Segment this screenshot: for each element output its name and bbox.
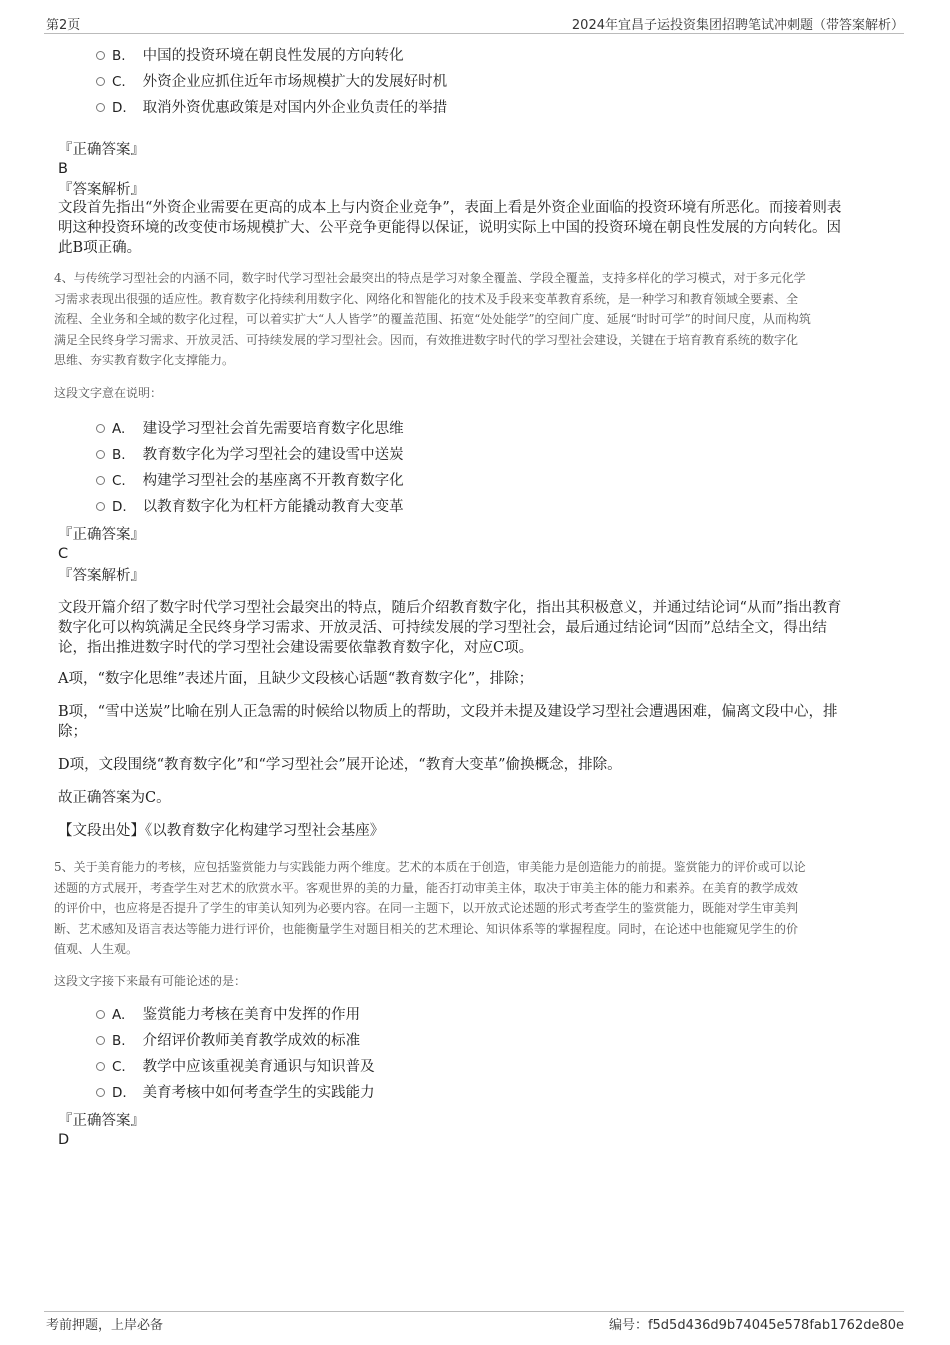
page-number: 第2页 xyxy=(46,18,81,33)
source-citation: 【文段出处】《以教育数字化构建学习型社会基座》 xyxy=(58,823,385,839)
document-code: 编号：f5d5d436d9b74045e578fab1762de80e xyxy=(608,1318,904,1333)
answer-value: D xyxy=(58,1132,70,1148)
radio-icon[interactable] xyxy=(96,424,105,433)
option-radio[interactable]: A. 建设学习型社会首先需要培育数字化思维 xyxy=(96,418,404,440)
option-radio[interactable]: D. 美育考核中如何考查学生的实践能力 xyxy=(96,1082,375,1104)
analysis-note-a: A项，“数字化思维”表述片面，且缺少文段核心话题“教育数字化”，排除； xyxy=(58,671,534,687)
option-radio[interactable]: B. 中国的投资环境在朝良性发展的方向转化 xyxy=(96,45,404,67)
option-radio[interactable]: B. 介绍评价教师美育教学成效的标准 xyxy=(96,1030,360,1052)
answer-heading: 『正确答案』 xyxy=(58,527,145,543)
radio-icon[interactable] xyxy=(96,450,105,459)
analysis-heading: 『答案解析』 xyxy=(58,568,145,584)
header-divider xyxy=(44,33,904,34)
answer-value: C xyxy=(58,546,69,562)
radio-icon[interactable] xyxy=(96,1036,105,1045)
radio-icon[interactable] xyxy=(96,476,105,485)
answer-heading: 『正确答案』 xyxy=(58,142,145,158)
radio-icon[interactable] xyxy=(96,103,105,112)
option-radio[interactable]: C. 构建学习型社会的基座离不开教育数字化 xyxy=(96,470,404,492)
question-stem: 5、关于美育能力的考核，应包括鉴赏能力与实践能力两个维度。艺术的本质在于创造，审美能力是创造能力的前提。鉴赏能力的评价或可以论 述题的方式展开，考查学生对艺术的欣赏水平。客观世界的美的力量，能否打动审美主体，取决于审美主体的能力和素养。在美育的教学成效 的评价中，也应将是否提升了学生的审美认知列为必要内容。在同一主题下，以开放式论述题的形式考查学生的鉴赏能力，既能对学生审美判 断、艺术感知及语言表达等能力进行评价，也能衡量学生对题目相关的艺术理论、知识体系等的掌握程度。同时，在论述中也能窥见学生的价 值观、人生观。 xyxy=(54,860,806,956)
analysis-heading: 『答案解析』 xyxy=(58,182,145,198)
option-radio[interactable]: D. 取消外资优惠政策是对国内外企业负责任的举措 xyxy=(96,97,447,119)
question-prompt: 这段文字意在说明： xyxy=(54,386,163,400)
radio-icon[interactable] xyxy=(96,77,105,86)
radio-icon[interactable] xyxy=(96,502,105,511)
radio-icon[interactable] xyxy=(96,1088,105,1097)
question-stem: 4、与传统学习型社会的内涵不同，数字时代学习型社会最突出的特点是学习对象全覆盖、学段全覆盖，支持多样化的学习模式，对于多元化学 习需求表现出很强的适应性。教育数字化持续利用数字化、网络化和智能化的技术及手段来变革教育系统，是一种学习和教育领域全要素、全 流程、全业务和全域的数字化过程，可以着实扩大“人人皆学”的覆盖范围、拓宽“处处能学”的空间广度、延展“时时可学”的时间尺度，从而构筑 满足全民终身学习需求、开放灵活、可持续发展的学习型社会。因而，有效推进数字时代的学习型社会建设，关键在于培育教育系统的数字化 思维、夯实教育数字化支撑能力。 xyxy=(54,271,811,367)
option-radio[interactable]: C. 教学中应该重视美育通识与知识普及 xyxy=(96,1056,375,1078)
analysis-note-b: B项，“雪中送炭”比喻在别人正急需的时候给以物质上的帮助，文段并未提及建设学习型社会遭遇困难，偏离文段中心，排 除； xyxy=(58,704,838,740)
option-radio[interactable]: D. 以教育数字化为杠杆方能撬动教育大变革 xyxy=(96,496,404,518)
question-prompt: 这段文字接下来最有可能论述的是： xyxy=(54,974,247,988)
footer-divider xyxy=(44,1311,904,1312)
document-title: 2024年宜昌子运投资集团招聘笔试冲刺题（带答案解析） xyxy=(571,18,904,33)
radio-icon[interactable] xyxy=(96,51,105,60)
analysis-text: 文段开篇介绍了数字时代学习型社会最突出的特点，随后介绍教育数字化，指出其积极意义，并通过结论词“从而”指出教育 数字化可以构筑满足全民终身学习需求、开放灵活、可持续发展的学习型社会，最后通过结论词“因而”总结全文，得出结 论，指出推进数字时代的学习型社会建设需要依靠教育数字化，对应C项。 xyxy=(58,600,842,656)
analysis-text: 文段首先指出“外资企业需要在更高的成本上与内资企业竞争”，表面上看是外资企业面临的投资环境有所恶化。而接着则表 明这种投资环境的改变使市场规模扩大、公平竞争更能得以保证，说明实际上中国的投资环境在朝良性发展的方向转化。因 此B项正确。 xyxy=(58,200,842,256)
answer-heading: 『正确答案』 xyxy=(58,1113,145,1129)
radio-icon[interactable] xyxy=(96,1062,105,1071)
answer-value: B xyxy=(58,161,68,177)
option-radio[interactable]: A. 鉴赏能力考核在美育中发挥的作用 xyxy=(96,1004,360,1026)
footer-slogan: 考前押题，上岸必备 xyxy=(46,1318,164,1333)
option-radio[interactable]: B. 教育数字化为学习型社会的建设雪中送炭 xyxy=(96,444,404,466)
option-radio[interactable]: C. 外资企业应抓住近年市场规模扩大的发展好时机 xyxy=(96,71,447,93)
analysis-conclusion: 故正确答案为C。 xyxy=(58,790,171,806)
analysis-note-d: D项，文段围绕“教育数字化”和“学习型社会”展开论述，“教育大变革”偷换概念，排除。 xyxy=(58,757,622,773)
radio-icon[interactable] xyxy=(96,1010,105,1019)
